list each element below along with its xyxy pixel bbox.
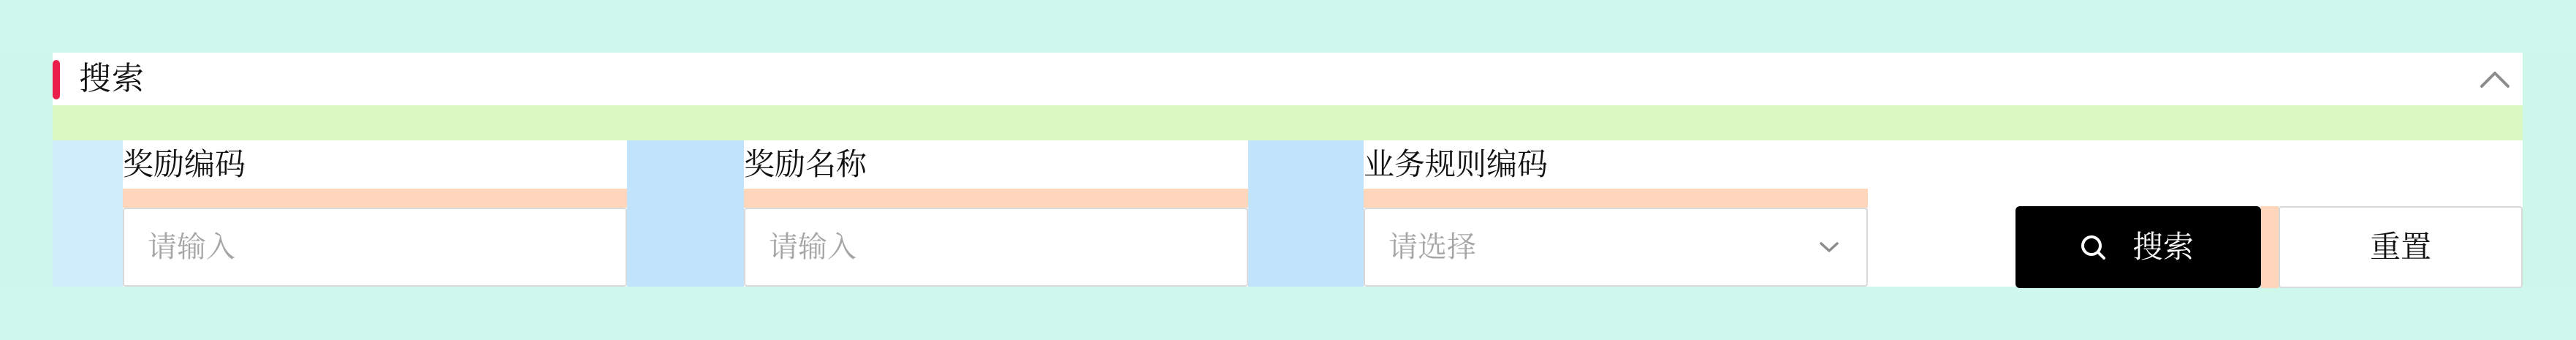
page-top-band bbox=[0, 0, 2576, 53]
reset-button-label: 重置 bbox=[2369, 229, 2431, 265]
business-rule-code-placeholder: 请选择 bbox=[1388, 230, 1476, 264]
reward-name-label: 奖励名称 bbox=[744, 146, 867, 182]
reward-name-input[interactable] bbox=[745, 209, 1247, 285]
reward-code-field bbox=[123, 140, 627, 287]
chevron-up-icon bbox=[2477, 63, 2512, 95]
search-form-row bbox=[53, 140, 2523, 287]
reward-code-input[interactable] bbox=[124, 209, 626, 285]
business-rule-code-label: 业务规则编码 bbox=[1364, 146, 1549, 182]
search-icon bbox=[2078, 233, 2108, 262]
chevron-down-icon bbox=[1818, 238, 1840, 256]
label-spacer bbox=[123, 189, 627, 208]
search-card bbox=[53, 53, 2523, 287]
button-spacer bbox=[2261, 206, 2279, 288]
reward-code-input-wrapper bbox=[123, 208, 627, 287]
form-padding bbox=[53, 140, 123, 287]
business-rule-code-field bbox=[1364, 140, 1868, 287]
page-bottom-band bbox=[0, 287, 2576, 340]
header-spacer bbox=[53, 105, 2523, 140]
reward-name-field bbox=[744, 140, 1248, 287]
search-button-label: 搜索 bbox=[2132, 229, 2195, 265]
label-spacer bbox=[1364, 189, 1868, 208]
collapse-button[interactable] bbox=[2477, 63, 2512, 95]
label-spacer bbox=[744, 189, 1248, 208]
form-padding bbox=[627, 140, 744, 287]
reset-button[interactable] bbox=[2279, 206, 2523, 288]
reward-code-label: 奖励编码 bbox=[123, 146, 246, 182]
reward-name-input-wrapper bbox=[744, 208, 1248, 287]
search-panel-title: 搜索 bbox=[79, 60, 145, 97]
business-rule-code-select[interactable] bbox=[1364, 208, 1868, 287]
search-button[interactable] bbox=[2015, 206, 2261, 288]
form-padding bbox=[1248, 140, 1364, 287]
title-accent-bar bbox=[53, 60, 60, 99]
search-card-header bbox=[53, 53, 2523, 105]
